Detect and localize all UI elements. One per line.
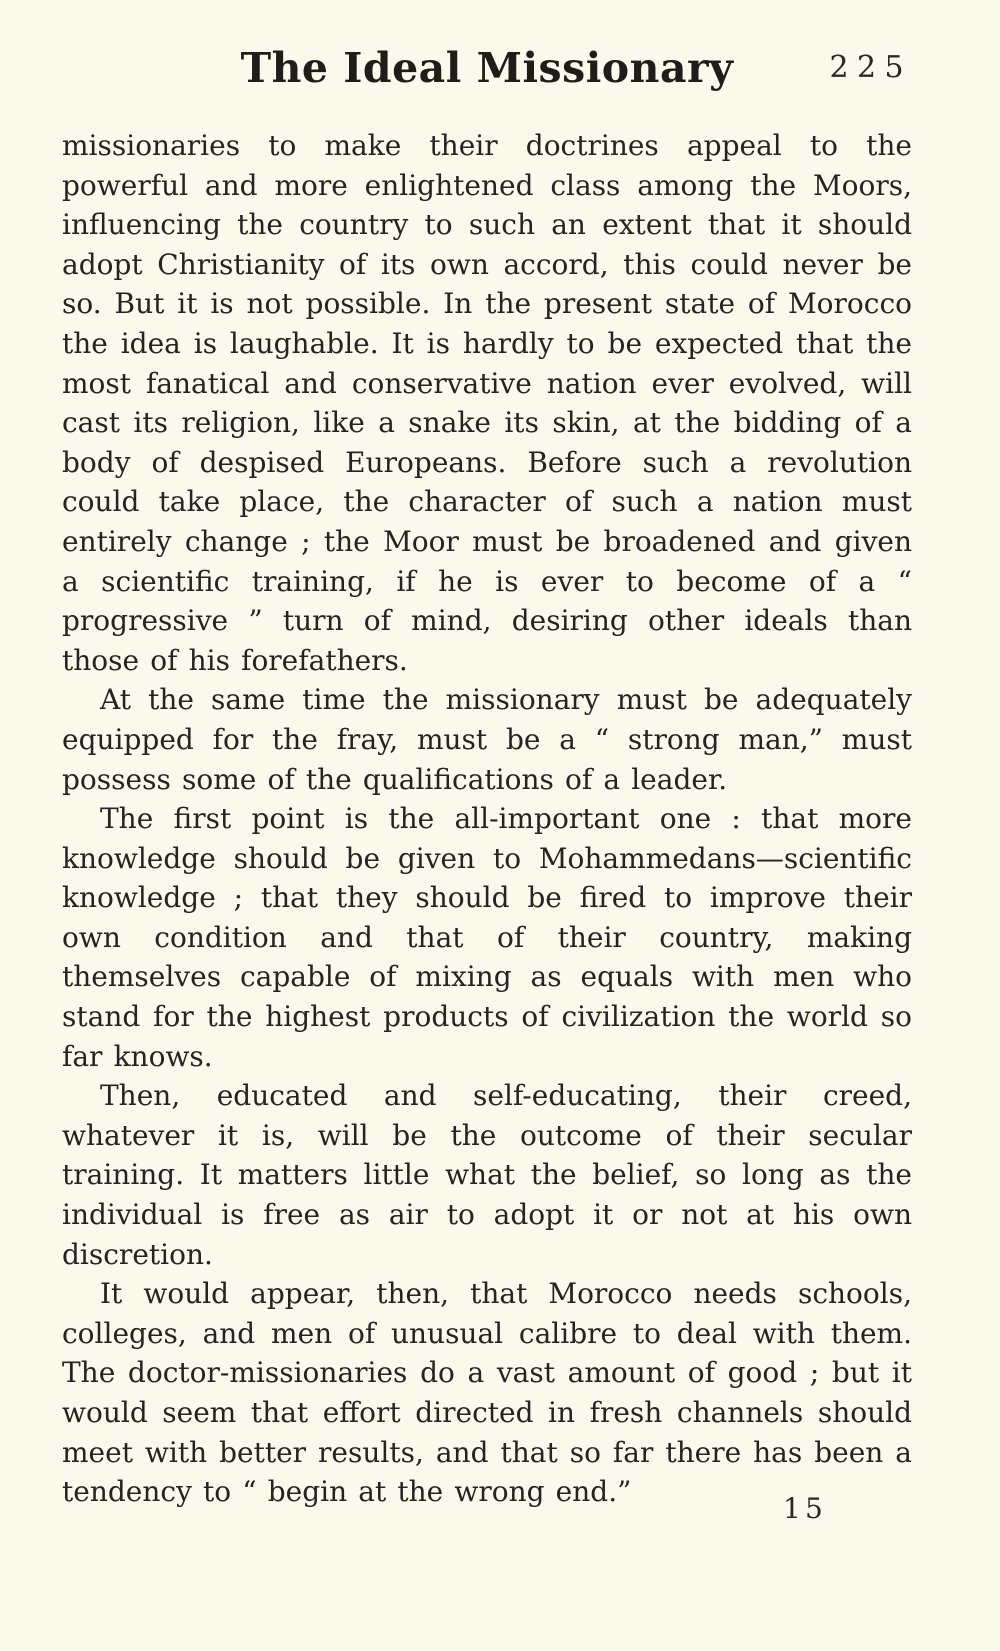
paragraph: The first point is the all-important one : that more knowledge should be given to Mohammedans—scientific knowledge ; that they should be fired to improve their own condition and that of their country, making themselves capable of mixing as equals with men who stand for the highest products of civilization the world so far knows. [62,802,912,1073]
page-title: The Ideal Missionary [240,44,734,92]
paragraph: At the same time the missionary must be adequately equipped for the fray, must be a “ strong man,” must possess some of the qualifications of a leader. [62,683,912,796]
body-text [62,126,912,1512]
page-number: 225 [829,50,912,85]
paragraph: missionaries to make their doctrines appeal to the powerful and more enlightened class among the Moors, influencing the country to such an extent that it should adopt Christianity of its own accord, this could never be so. But it is not possible. In the present state of Morocco the idea is laughable. It is hardly to be expected that the most fanatical and conservative nation ever evolved, will cast its religion, like a snake its skin, at the bidding of a body of despised Europeans. Before such a revolution could take place, the character of such a nation must entirely change ; the Moor must be broadened and given a scientific training, if he is ever to become of a “ progressive ” turn of mind, desiring other ideals than those of his forefathers. [62,129,912,677]
page-header [62,36,912,122]
signature-mark: 15 [783,1492,828,1525]
paragraph: Then, educated and self-educating, their creed, whatever it is, will be the outcome of their secular training. It matters little what the belief, so long as the individual is free as air to adopt it or not at his own discretion. [62,1079,912,1271]
paragraph: It would appear, then, that Morocco needs schools, colleges, and men of unusual calibre to deal with them. The doctor-missionaries do a vast amount of good ; but it would seem that effort directed in fresh channels should meet with better results, and that so far there has been a tendency to “ begin at the wrong end.” [62,1277,912,1509]
